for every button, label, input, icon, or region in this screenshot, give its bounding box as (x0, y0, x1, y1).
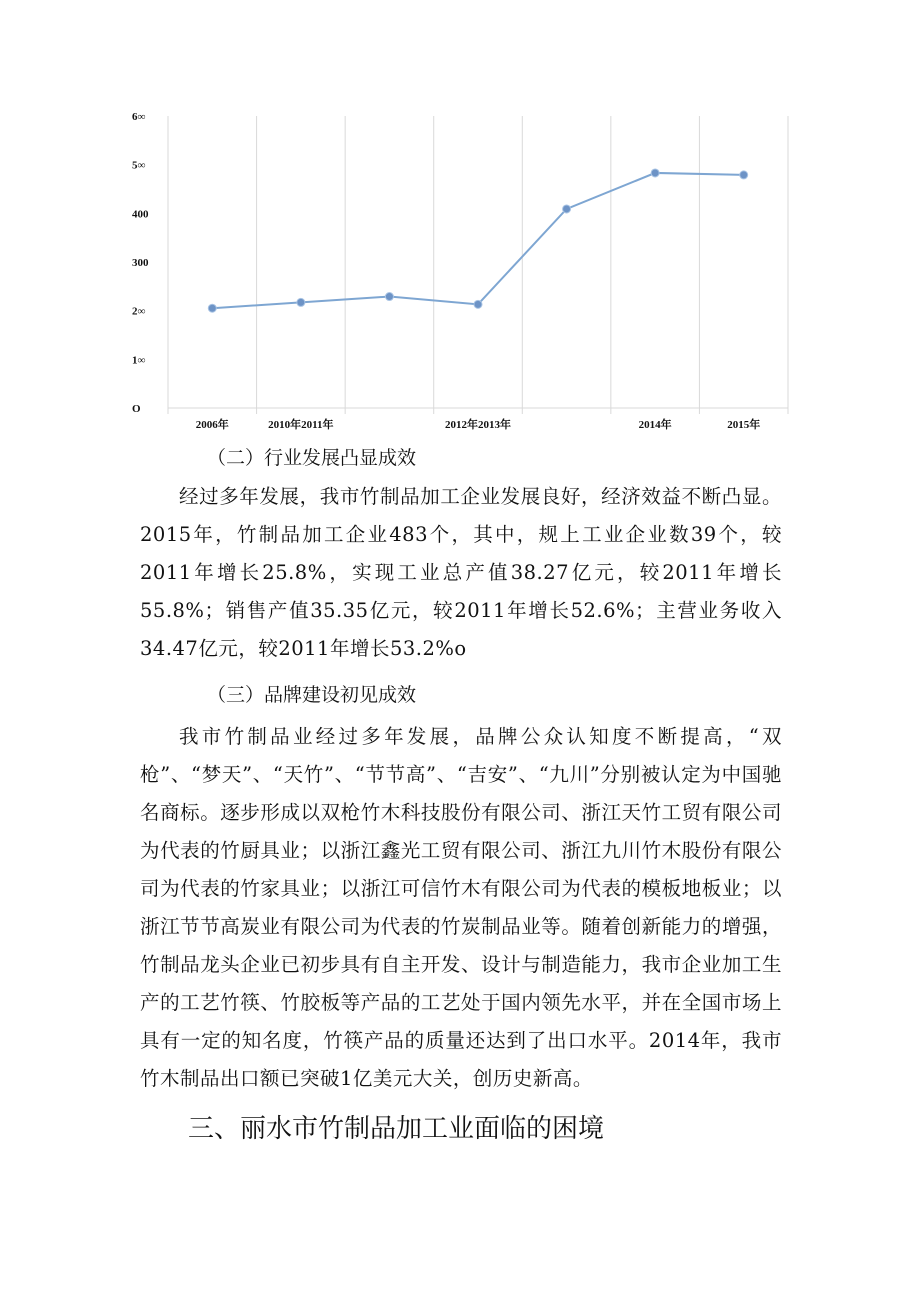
x-tick-label: 2006年 (195, 419, 229, 431)
x-axis-ticks (196, 417, 760, 431)
data-point (474, 300, 482, 308)
y-tick-label: 400 (132, 208, 149, 221)
y-tick-label: 5∞ (132, 159, 146, 172)
x-tick-label: 2012年2013年 (445, 419, 511, 431)
section-3-paragraph: 我市竹制品业经过多年发展，品牌公众认知度不断提高，“双枪”、“梦天”、“天竹”、“节节高”、“吉安”、“九川”分别被认定为中国驰名商标。逐步形成以双枪竹木科技股份有限公司、浙江天竹工贸有限公司为代表的竹厨具业；以浙江鑫光工贸有限公司、浙江九川竹木股份有限公司为代表的竹家具业；以浙江可信竹木有限公司为代表的模板地板业；以浙江节节高炭业有限公司为代表的竹炭制品业等。随着创新能力的增强，竹制品龙头企业已初步具有自主开发、设计与制造能力，我市企业加工生产的工艺竹筷、竹胶板等产品的工艺处于国内领先水平，并在全国市场上具有一定的知名度，竹筷产品的质量还达到了出口水平。2014年，我市竹木制品出口额已突破1亿美元大关，创历史新高。 (140, 725, 782, 1090)
y-tick-label: O (132, 403, 141, 415)
chart-gridlines (168, 116, 788, 414)
line-chart (0, 0, 920, 445)
x-tick-label: 2010年2011年 (268, 419, 334, 431)
data-point (651, 169, 659, 177)
series-line (212, 173, 743, 308)
x-tick-label: 2015年 (727, 419, 761, 431)
chart-series (208, 169, 747, 312)
y-tick-label: 300 (132, 257, 149, 269)
data-point (740, 171, 748, 179)
y-axis-ticks (132, 111, 149, 415)
section-2-heading: （二）行业发展凸显成效 (207, 447, 417, 469)
section-3-heading: （三）品牌建设初见成效 (207, 684, 417, 706)
y-tick-label: 2∞ (132, 305, 146, 318)
x-tick-label: 2014年 (638, 419, 672, 431)
data-point (297, 298, 305, 306)
y-tick-label: 6∞ (132, 111, 146, 123)
data-point (563, 205, 571, 213)
y-tick-label: 1∞ (132, 354, 146, 367)
data-point (208, 304, 216, 312)
section-2-paragraph: 经过多年发展，我市竹制品加工企业发展良好，经济效益不断凸显。2015年，竹制品加工企业483个，其中，规上工业企业数39个，较2011年增长25.8%，实现工业总产值38.27亿元，较2011年增长55.8%；销售产值35.35亿元，较2011年增长52.6%；主营业务收入34.47亿元，较2011年增长53.2%o (140, 485, 782, 660)
data-point (385, 293, 393, 301)
chapter-3-heading: 三、丽水市竹制品加工业面临的困境 (188, 1114, 605, 1144)
